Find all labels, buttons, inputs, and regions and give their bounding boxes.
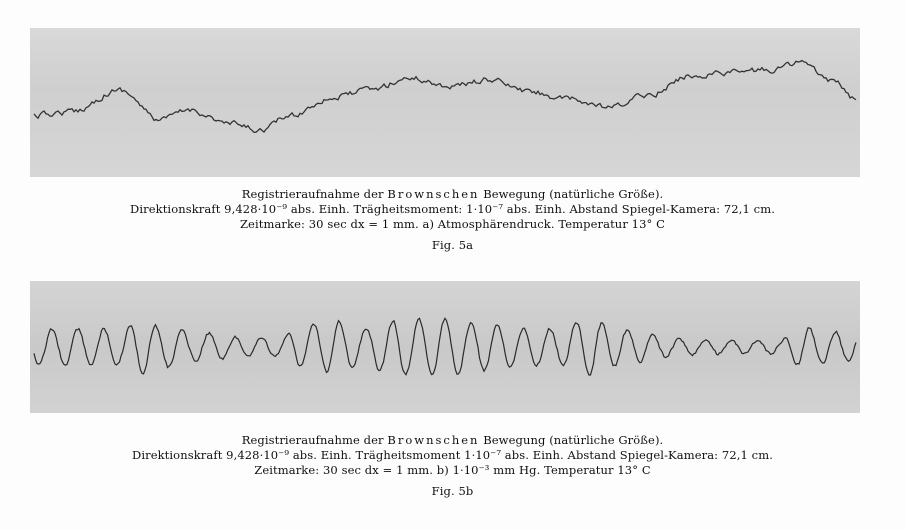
caption-parameters: Direktionskraft 9,428·10⁻⁹ abs. Einh. Trägheitsmoment 1·10⁻⁷ abs. Einh. Abstand Spiegel-Kamera: 72,1 cm. (132, 448, 773, 462)
trace-line-b (34, 318, 856, 375)
recording-plate-b (30, 281, 860, 413)
brownian-trace-a (30, 28, 860, 177)
title-text-end: Bewegung (natürliche Größe). (479, 187, 664, 201)
title-text: Registrieraufnahme der (241, 433, 388, 447)
caption-title (0, 433, 905, 448)
caption-parameters: Direktionskraft 9,428·10⁻⁹ abs. Einh. Trägheitsmoment: 1·10⁻⁷ abs. Einh. Abstand Spiegel-Kamera: 72,1 cm. (130, 202, 775, 216)
caption-title (0, 187, 905, 202)
brownian-trace-b (30, 281, 860, 413)
caption-fig-5b (0, 433, 905, 499)
title-text-end: Bewegung (natürliche Größe). (479, 433, 664, 447)
caption-conditions: Zeitmarke: 30 sec dx = 1 mm. b) 1·10⁻³ mm Hg. Temperatur 13° C (254, 463, 651, 477)
title-name: Brownschen (387, 433, 480, 447)
title-name: Brownschen (387, 187, 480, 201)
figure-label: Fig. 5a (431, 238, 474, 252)
recording-plate-a (30, 28, 860, 177)
figure-label: Fig. 5b (431, 484, 474, 498)
trace-line-a (34, 61, 856, 133)
caption-fig-5a (0, 187, 905, 253)
caption-conditions: Zeitmarke: 30 sec dx = 1 mm. a) Atmosphärendruck. Temperatur 13° C (239, 217, 666, 231)
title-text: Registrieraufnahme der (241, 187, 388, 201)
